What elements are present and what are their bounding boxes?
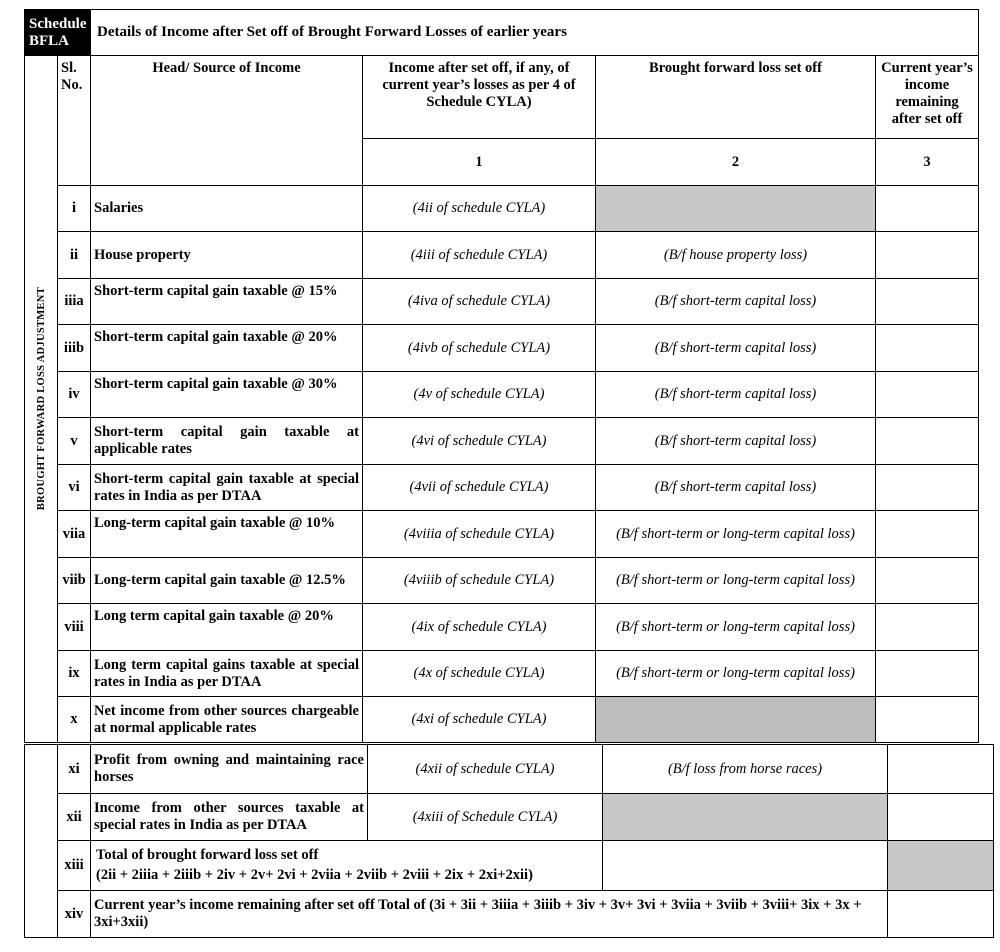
table-row — [25, 232, 979, 279]
table-row — [25, 651, 979, 697]
row-head: Short-term capital gain taxable at special rates in India as per DTAA — [91, 465, 363, 511]
row-head: Net income from other sources chargeable at normal applicable rates — [91, 697, 363, 743]
table-row — [25, 186, 979, 232]
row-col2: (B/f short-term or long-term capital loss) — [596, 651, 876, 697]
row-col3-input[interactable] — [876, 558, 979, 604]
row-sl: v — [58, 418, 91, 465]
row-sl: iiib — [58, 325, 91, 372]
row-col3-input[interactable] — [888, 794, 994, 841]
row-col3-input[interactable] — [876, 511, 979, 558]
table-row — [25, 418, 979, 465]
row-sl: viib — [58, 558, 91, 604]
table-row — [25, 511, 979, 558]
schedule-title: Details of Income after Set off of Brought Forward Losses of earlier years — [91, 10, 979, 56]
row-col3-input[interactable] — [876, 232, 979, 279]
row-col3-input[interactable] — [876, 186, 979, 232]
row-col2: (B/f loss from horse races) — [603, 745, 888, 794]
row-col1: (4xi of schedule CYLA) — [363, 697, 596, 743]
bfla-table-continued — [24, 744, 994, 938]
row-head: Profit from owning and maintaining race horses — [91, 745, 368, 794]
total-xiii-line1: Total of brought forward loss set off — [96, 847, 319, 863]
row-col1: (4iva of schedule CYLA) — [363, 279, 596, 325]
row-col2: (B/f short-term capital loss) — [596, 418, 876, 465]
row-col3-input[interactable] — [876, 604, 979, 651]
table-row — [25, 794, 994, 841]
side-label-cell — [25, 56, 58, 743]
row-col2-shaded — [596, 186, 876, 232]
row-col2-shaded — [603, 794, 888, 841]
row-col2-shaded — [596, 697, 876, 743]
total-xiii-shaded — [888, 841, 994, 891]
side-blank-cell — [25, 745, 58, 938]
row-col1: (4viiib of schedule CYLA) — [363, 558, 596, 604]
total-xiii-line2: (2ii + 2iiia + 2iiib + 2iv + 2v+ 2vi + 2viia + 2viib + 2viii + 2ix + 2xi+2xii) — [96, 867, 533, 883]
row-col1: (4xii of schedule CYLA) — [368, 745, 603, 794]
row-col3-input[interactable] — [876, 372, 979, 418]
bfla-table-main — [24, 9, 979, 743]
row-col1: (4iii of schedule CYLA) — [363, 232, 596, 279]
row-head: House property — [91, 232, 363, 279]
row-sl: viii — [58, 604, 91, 651]
row-col3-input[interactable] — [876, 325, 979, 372]
row-col3-input[interactable] — [876, 651, 979, 697]
row-col3-input[interactable] — [888, 745, 994, 794]
total-xiii-label — [91, 841, 603, 891]
schedule-code: Schedule BFLA — [25, 10, 91, 56]
row-col3-input[interactable] — [876, 418, 979, 465]
side-label: BROUGHT FORWARD LOSS ADJUSTMENT — [35, 287, 47, 511]
table-row — [25, 279, 979, 325]
row-col1: (4x of schedule CYLA) — [363, 651, 596, 697]
total-xiii-input[interactable] — [603, 841, 888, 891]
row-head: Long term capital gain taxable @ 20% — [91, 604, 363, 651]
row-head: Short-term capital gain taxable @ 20% — [91, 325, 363, 372]
total-row-xiv — [25, 891, 994, 938]
row-col1: (4vi of schedule CYLA) — [363, 418, 596, 465]
table-row — [25, 697, 979, 743]
row-col2: (B/f short-term or long-term capital loss) — [596, 511, 876, 558]
row-col2: (B/f house property loss) — [596, 232, 876, 279]
row-col2: (B/f short-term or long-term capital loss) — [596, 604, 876, 651]
row-head: Income from other sources taxable at special rates in India as per DTAA — [91, 794, 368, 841]
row-col2: (B/f short-term capital loss) — [596, 465, 876, 511]
row-sl: viia — [58, 511, 91, 558]
header-num1: 1 — [363, 139, 596, 186]
row-sl: ix — [58, 651, 91, 697]
row-sl: x — [58, 697, 91, 743]
header-head: Head/ Source of Income — [91, 56, 363, 186]
row-col1: (4v of schedule CYLA) — [363, 372, 596, 418]
table-row — [25, 558, 979, 604]
row-head: Long-term capital gain taxable @ 12.5% — [91, 558, 363, 604]
row-head: Short-term capital gain taxable @ 30% — [91, 372, 363, 418]
row-col2: (B/f short-term or long-term capital loss) — [596, 558, 876, 604]
table-row — [25, 325, 979, 372]
row-head: Short-term capital gain taxable @ 15% — [91, 279, 363, 325]
row-col2: (B/f short-term capital loss) — [596, 325, 876, 372]
row-head: Long-term capital gain taxable @ 10% — [91, 511, 363, 558]
total-row-xiii — [25, 841, 994, 891]
header-col1: Income after set off, if any, of current year’s losses as per 4 of Schedule CYLA) — [363, 56, 596, 139]
row-col3-input[interactable] — [876, 697, 979, 743]
header-num2: 2 — [596, 139, 876, 186]
row-col1: (4ix of schedule CYLA) — [363, 604, 596, 651]
row-sl: iiia — [58, 279, 91, 325]
row-col1: (4vii of schedule CYLA) — [363, 465, 596, 511]
total-xiv-label: Current year’s income remaining after set off Total of (3i + 3ii + 3iiia + 3iiib + 3iv + 3v+ 3vi + 3viia + 3viib + 3viii+ 3ix + 3x + 3xi+3xii) — [91, 891, 888, 938]
row-col2: (B/f short-term capital loss) — [596, 279, 876, 325]
header-sl: Sl. No. — [58, 56, 91, 186]
row-head: Short-term capital gain taxable at applicable rates — [91, 418, 363, 465]
row-sl: vi — [58, 465, 91, 511]
row-col1: (4ii of schedule CYLA) — [363, 186, 596, 232]
table-row — [25, 604, 979, 651]
table-row — [25, 745, 994, 794]
row-sl: iv — [58, 372, 91, 418]
row-head: Salaries — [91, 186, 363, 232]
row-sl: xiii — [58, 841, 91, 891]
header-col2: Brought forward loss set off — [596, 56, 876, 139]
row-sl: i — [58, 186, 91, 232]
total-xiv-input[interactable] — [888, 891, 994, 938]
row-col1: (4xiii of Schedule CYLA) — [368, 794, 603, 841]
row-sl: xii — [58, 794, 91, 841]
row-sl: xi — [58, 745, 91, 794]
row-sl: ii — [58, 232, 91, 279]
header-num3: 3 — [876, 139, 979, 186]
row-col1: (4ivb of schedule CYLA) — [363, 325, 596, 372]
header-col3: Current year’s income remaining after set off — [876, 56, 979, 139]
row-col2: (B/f short-term capital loss) — [596, 372, 876, 418]
table-row — [25, 465, 979, 511]
row-col3-input[interactable] — [876, 279, 979, 325]
row-col3-input[interactable] — [876, 465, 979, 511]
row-head: Long term capital gains taxable at special rates in India as per DTAA — [91, 651, 363, 697]
row-col1: (4viiia of schedule CYLA) — [363, 511, 596, 558]
table-row — [25, 372, 979, 418]
row-sl: xiv — [58, 891, 91, 938]
